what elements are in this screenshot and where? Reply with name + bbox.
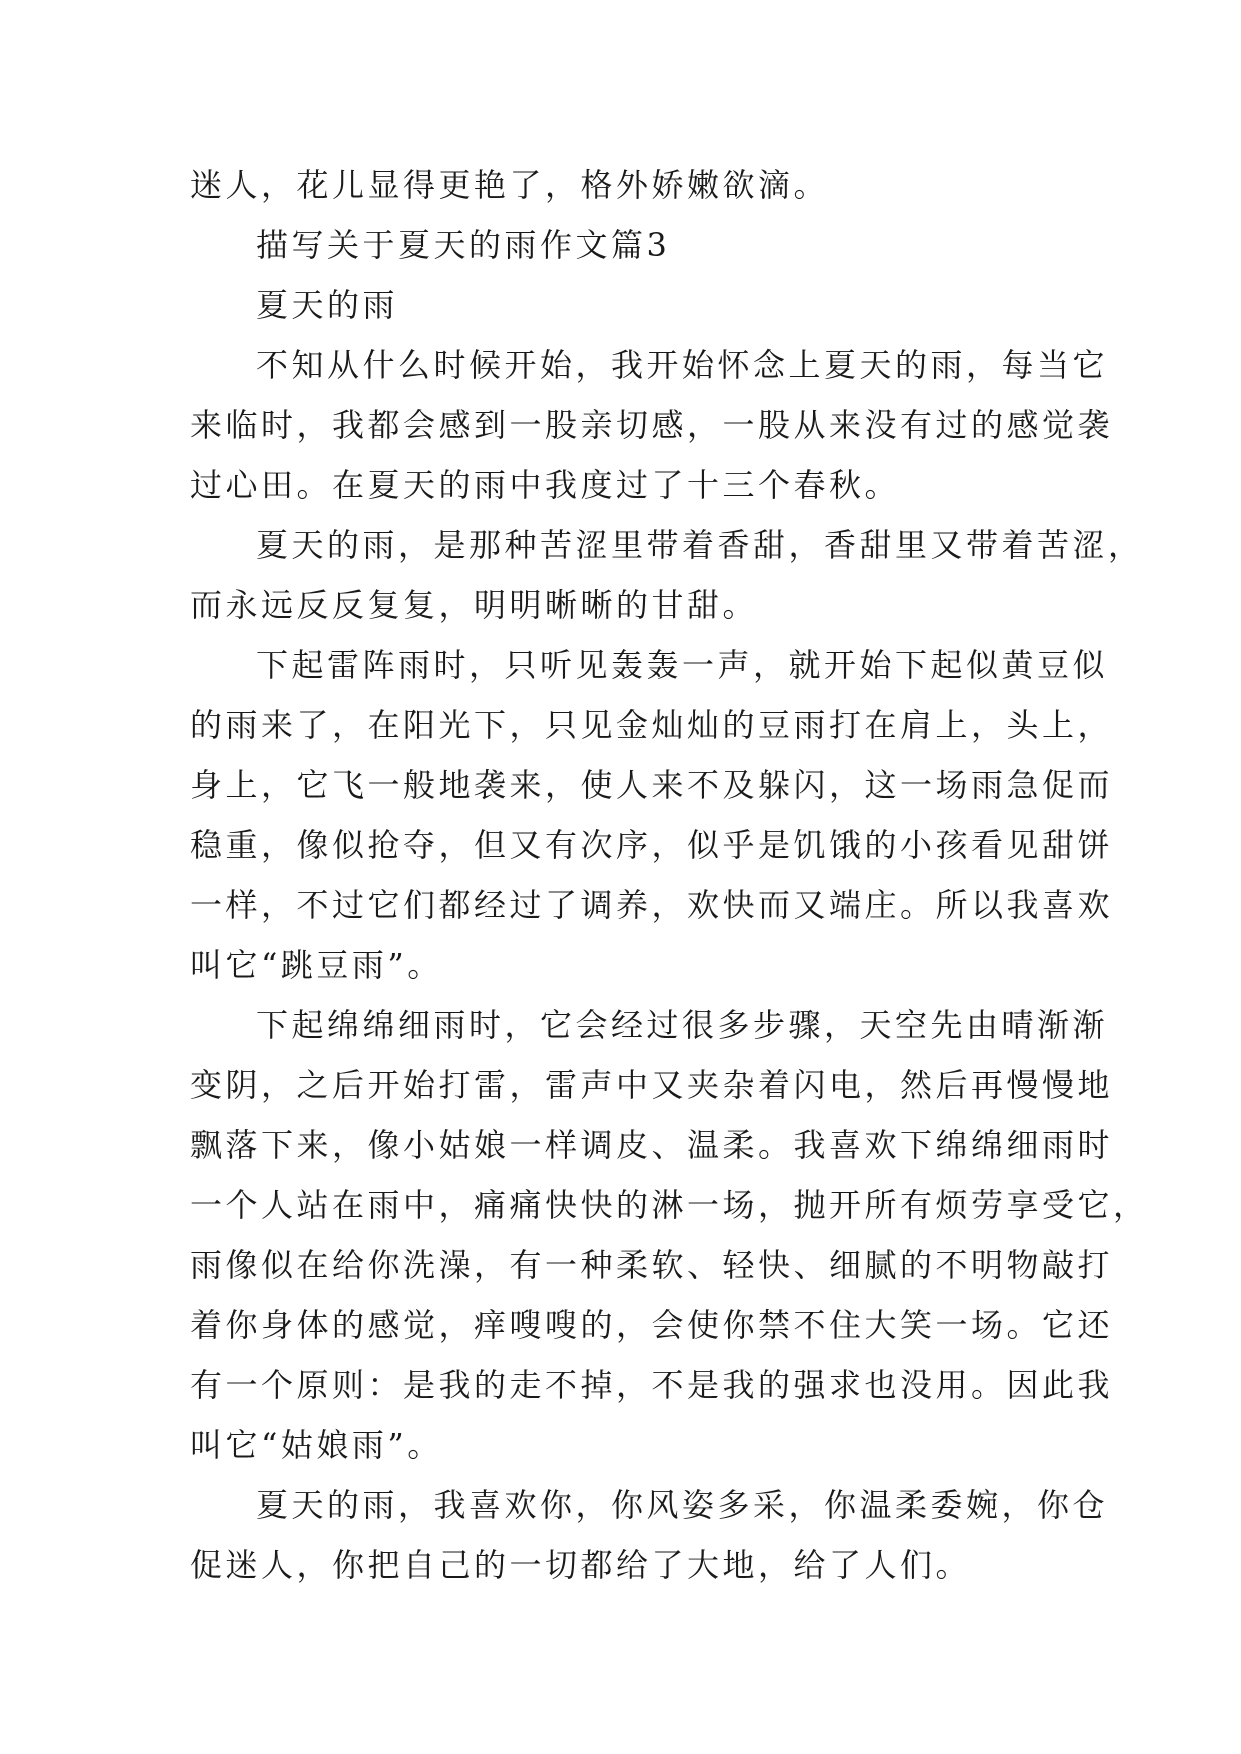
paragraph-first-line: 夏天的雨，我喜欢你，你风姿多采，你温柔委婉，你仓	[256, 1486, 1109, 1524]
paragraph-line: 稳重，像似抢夺，但又有次序，似乎是饥饿的小孩看见甜饼	[190, 826, 1114, 864]
paragraph-line: 促迷人，你把自己的一切都给了大地，给了人们。	[190, 1546, 972, 1584]
paragraph-line: 一个人站在雨中，痛痛快快的淋一场，抛开所有烦劳享受它，	[190, 1186, 1149, 1224]
paragraph-line: 变阴，之后开始打雷，雷声中又夹杂着闪电，然后再慢慢地	[190, 1066, 1114, 1104]
paragraph-first-line: 下起绵绵细雨时，它会经过很多步骤，天空先由晴渐渐	[256, 1006, 1109, 1044]
paragraph-line: 过心田。在夏天的雨中我度过了十三个春秋。	[190, 466, 901, 504]
paragraph-first-line: 夏天的雨	[256, 286, 399, 324]
paragraph-line: 雨像似在给你洗澡，有一种柔软、轻快、细腻的不明物敲打	[190, 1246, 1114, 1284]
paragraph-line: 的雨来了，在阳光下，只见金灿灿的豆雨打在肩上，头上，	[190, 706, 1114, 744]
paragraph-line: 叫它“跳豆雨”。	[190, 946, 443, 984]
paragraph-line: 来临时，我都会感到一股亲切感，一股从来没有过的感觉袭	[190, 406, 1114, 444]
paragraph-line: 飘落下来，像小姑娘一样调皮、温柔。我喜欢下绵绵细雨时	[190, 1126, 1114, 1164]
paragraph-line: 迷人，花儿显得更艳了，格外娇嫩欲滴。	[190, 166, 830, 204]
paragraph-first-line: 描写关于夏天的雨作文篇3	[256, 226, 671, 264]
paragraph-line: 着你身体的感觉，痒嗖嗖的，会使你禁不住大笑一场。它还	[190, 1306, 1114, 1344]
paragraph-first-line: 不知从什么时候开始，我开始怀念上夏天的雨，每当它	[256, 346, 1109, 384]
document-page	[190, 155, 1149, 1595]
paragraph-first-line: 夏天的雨，是那种苦涩里带着香甜，香甜里又带着苦涩，	[256, 526, 1144, 564]
paragraph-first-line: 下起雷阵雨时，只听见轰轰一声，就开始下起似黄豆似	[256, 646, 1109, 684]
paragraph-line: 而永远反反复复，明明晰晰的甘甜。	[190, 586, 759, 624]
paragraph-line: 身上，它飞一般地袭来，使人来不及躲闪，这一场雨急促而	[190, 766, 1114, 804]
paragraph-line: 叫它“姑娘雨”。	[190, 1426, 443, 1464]
paragraph-line: 有一个原则：是我的走不掉，不是我的强求也没用。因此我	[190, 1366, 1114, 1404]
paragraph-line: 一样，不过它们都经过了调养，欢快而又端庄。所以我喜欢	[190, 886, 1114, 924]
